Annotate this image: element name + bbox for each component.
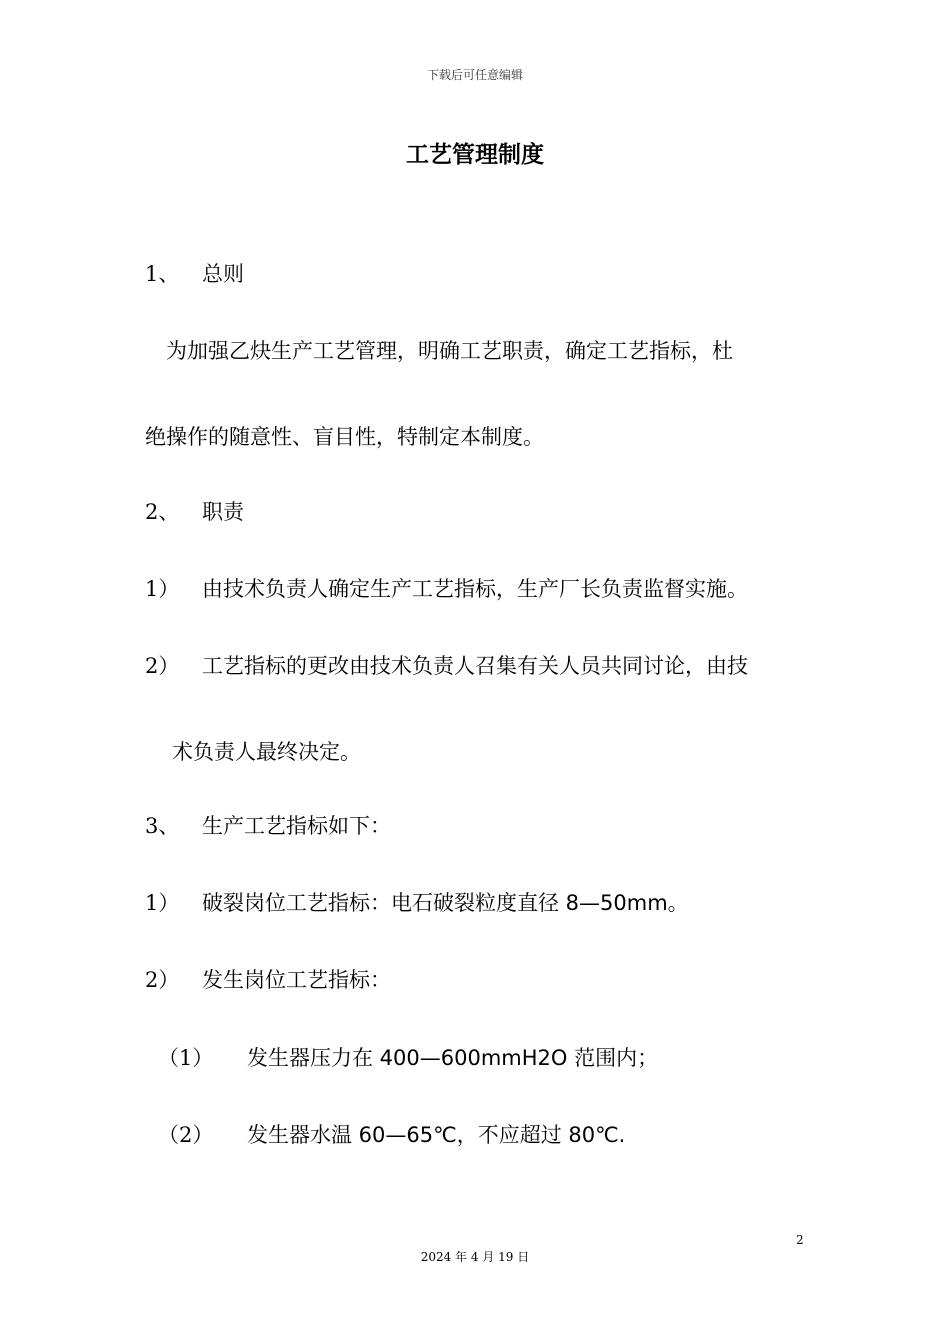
list-text: 发生岗位工艺指标： — [202, 968, 391, 992]
section-title: 生产工艺指标如下： — [202, 814, 391, 838]
section-2-heading — [145, 497, 244, 527]
section-number: 2、 — [145, 500, 180, 524]
list-number: 2） — [145, 654, 180, 678]
page-header: 下载后可任意编辑 — [426, 68, 523, 82]
section-number: 3、 — [145, 814, 180, 838]
list-number: 2） — [145, 968, 180, 992]
footer-date: 2024 年 4 月 19 日 — [420, 1250, 530, 1264]
list-text: 工艺指标的更改由技术负责人召集有关人员共同讨论，由技 — [202, 654, 748, 678]
sub-list-number: （2） — [158, 1123, 214, 1147]
list-text: 破裂岗位工艺指标：电石破裂粒度直径 8—50mm。 — [202, 891, 689, 915]
page-number: 2 — [796, 1233, 804, 1247]
section-1-heading — [145, 259, 244, 289]
paragraph-line: 绝操作的随意性、盲目性，特制定本制度。 — [145, 425, 544, 449]
list-number: 1） — [145, 891, 180, 915]
sub-list-item — [146, 1043, 658, 1073]
section-number: 1、 — [145, 262, 180, 286]
list-item — [145, 574, 748, 604]
sub-list-number: （1） — [158, 1046, 214, 1070]
paragraph-line: 为加强乙炔生产工艺管理，明确工艺职责，确定工艺指标，杜 — [166, 339, 733, 363]
paragraph-line: 术负责人最终决定。 — [172, 740, 361, 764]
sub-list-text: 发生器压力在 400—600mmH2O 范围内； — [247, 1046, 659, 1070]
section-title: 总则 — [202, 262, 244, 286]
list-item — [145, 888, 689, 918]
section-3-heading — [145, 811, 391, 841]
list-number: 1） — [145, 577, 180, 601]
list-item — [145, 965, 391, 995]
document-title: 工艺管理制度 — [406, 142, 544, 168]
sub-list-text: 发生器水温 60—65℃，不应超过 80℃. — [247, 1123, 626, 1147]
section-title: 职责 — [202, 500, 244, 524]
list-text: 由技术负责人确定生产工艺指标，生产厂长负责监督实施。 — [202, 577, 748, 601]
list-item — [145, 651, 748, 681]
sub-list-item — [146, 1120, 625, 1150]
